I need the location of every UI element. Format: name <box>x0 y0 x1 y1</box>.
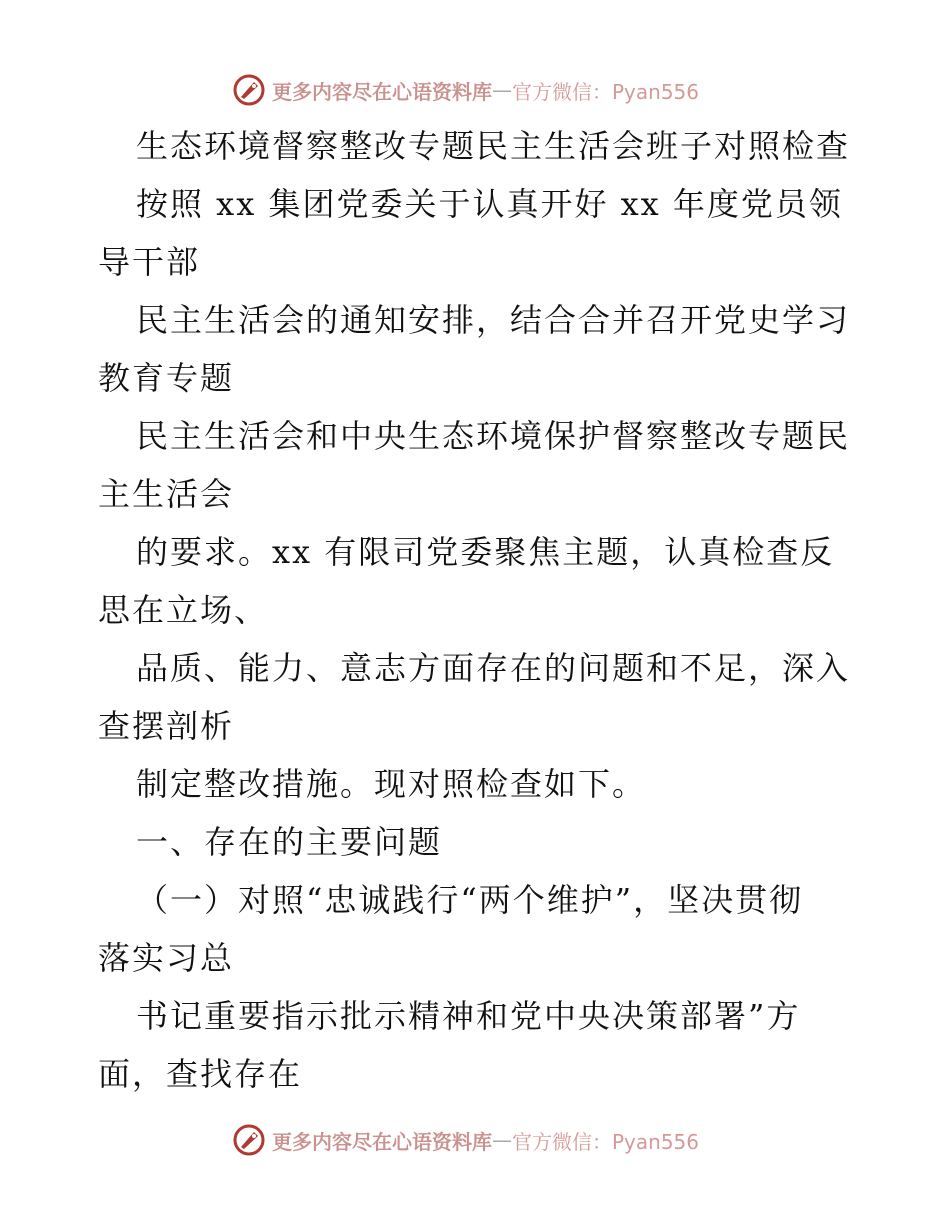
paragraph-line: 民主生活会和中央生态环境保护督察整改专题民 <box>136 417 851 455</box>
watermark-separator: — <box>492 1128 512 1152</box>
document-title: 生态环境督察整改专题民主生活会班子对照检查 <box>136 127 851 165</box>
paragraph-line: 的要求。xx 有限司党委聚焦主题，认真检查反 <box>136 533 835 571</box>
paragraph-line: 品质、能力、意志方面存在的问题和不足，深入 <box>136 649 851 687</box>
watermark-header <box>232 72 699 108</box>
paragraph-line: 思在立场、 <box>98 591 269 629</box>
pen-nib-circle-icon <box>232 73 266 107</box>
watermark-main-text: 更多内容尽在心语资料库 <box>272 1129 492 1154</box>
paragraph-line: 教育专题 <box>98 359 235 397</box>
document-body <box>98 117 858 1103</box>
paragraph-line: 民主生活会的通知安排，结合合并召开党史学习 <box>136 301 851 339</box>
watermark-separator: — <box>492 78 512 102</box>
watermark-contact: 官方微信：Pyan556 <box>512 1129 700 1154</box>
watermark-contact: 官方微信：Pyan556 <box>512 79 700 104</box>
paragraph-line: 按照 xx 集团党委关于认真开好 xx 年度党员领 <box>136 185 843 223</box>
paragraph-line: 导干部 <box>98 243 201 281</box>
paragraph-line: 主生活会 <box>98 475 235 513</box>
paragraph-line: 面，查找存在 <box>98 1055 303 1093</box>
watermark-footer <box>232 1122 699 1158</box>
paragraph-line: 制定整改措施。现对照检查如下。 <box>136 765 647 803</box>
paragraph-line: 查摆剖析 <box>98 707 235 745</box>
paragraph-line: 书记重要指示批示精神和党中央决策部署”方 <box>136 997 801 1035</box>
subsection-heading: （一）对照“忠诚践行“两个维护”，坚决贯彻 <box>136 881 804 919</box>
section-heading: 一、存在的主要问题 <box>136 823 443 861</box>
pen-nib-circle-icon <box>232 1123 266 1157</box>
paragraph-line: 落实习总 <box>98 939 235 977</box>
watermark-main-text: 更多内容尽在心语资料库 <box>272 79 492 104</box>
